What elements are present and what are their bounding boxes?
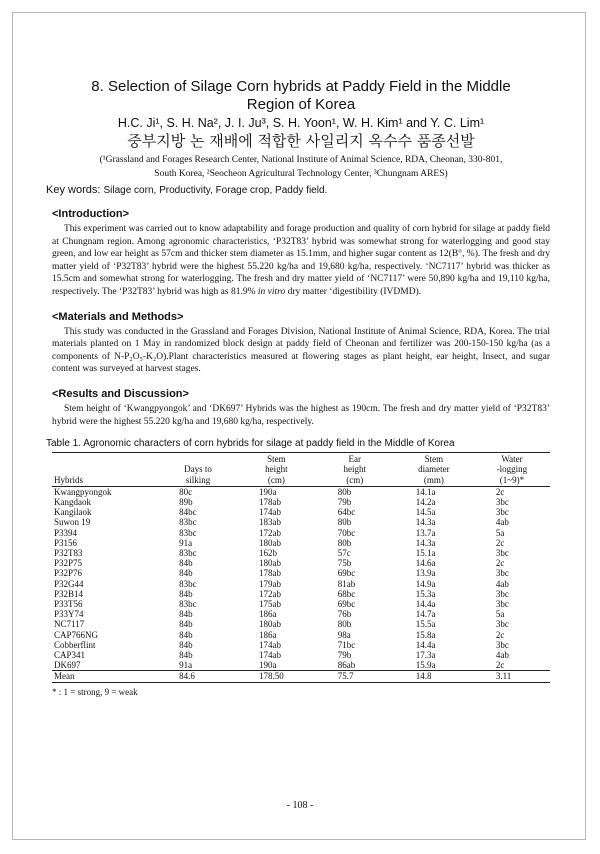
keywords	[46, 184, 550, 196]
table-row	[52, 660, 550, 671]
ear-height-cell: 76b	[337, 609, 352, 620]
days-to-silking-cell: 84b	[179, 609, 193, 620]
ear-height-cell: 86ab	[337, 660, 356, 671]
table-row	[52, 640, 550, 650]
table-row	[52, 538, 550, 548]
water-logging-cell: 3bc	[495, 547, 509, 558]
hybrid-cell: Cobberflint	[54, 639, 96, 650]
ear-height-cell: 75b	[337, 558, 352, 569]
ear-height-cell: 79b	[337, 649, 352, 660]
days-to-silking-cell: 84b	[179, 629, 193, 640]
water-logging-cell: 3bc	[495, 598, 509, 609]
stem-height-cell: 186a	[258, 629, 277, 640]
header-stem-diameter	[394, 453, 474, 487]
water-logging-cell: 3bc	[495, 568, 509, 579]
ear-height-cell: 69bc	[337, 568, 356, 579]
header-water-logging	[474, 453, 550, 487]
hybrid-cell: P32T83	[54, 547, 83, 558]
stem-height-cell: 174ab	[258, 507, 281, 518]
table-row	[52, 619, 550, 629]
table-row	[52, 599, 550, 609]
stem-height-mean-cell: 178.50	[237, 671, 316, 682]
stem-height-cell: 180ab	[258, 619, 281, 630]
stem-diameter-cell: 14.4a	[415, 639, 436, 650]
water-logging-cell: 4ab	[495, 517, 509, 528]
affiliation-line-1: (¹Grassland and Forages Research Center, National Institute of Animal Science, RDA, Cheonan, 330-801,	[99, 155, 503, 165]
days-to-silking-cell: 80c	[179, 486, 193, 497]
water-logging-cell: 5a	[495, 527, 505, 538]
ear-height-cell: 71bc	[337, 639, 356, 650]
table-row	[52, 517, 550, 527]
water-logging-cell: 2c	[495, 537, 505, 548]
stem-height-cell: 174ab	[258, 639, 281, 650]
table-row	[52, 548, 550, 558]
page-number: - 108 -	[286, 800, 314, 811]
agronomic-table	[52, 452, 550, 682]
days-to-silking-cell: 84bc	[179, 507, 197, 518]
water-logging-cell: 2c	[495, 660, 505, 671]
title-line-2: Region of Korea	[246, 96, 356, 113]
ear-height-mean-cell: 75.7	[316, 671, 394, 682]
days-to-silking-cell: 84b	[179, 639, 193, 650]
stem-diameter-cell: 15.5a	[415, 619, 436, 630]
header-ear-height	[316, 453, 394, 487]
ear-height-cell: 70bc	[337, 527, 356, 538]
table-row	[52, 486, 550, 497]
authors: H.C. Ji¹, S. H. Na², J. I. Ju³, S. H. Yoon¹, W. H. Kim¹ and Y. C. Lim¹	[117, 116, 485, 130]
stem-height-cell: 179ab	[258, 578, 281, 589]
table-row	[52, 609, 550, 619]
water-logging-cell: 3bc	[495, 619, 509, 630]
methods-text: This study was conducted in the Grassland and Forages Division, National Institute of Animal Science, RDA, Korea. The trial materials planted on 1 May in randomized block design at paddy field of Cheonan and fertilizer was 200-150-150 kg/ha (as a components of N-P₂O₅-K₂O).Plant characteristics measured at flowering stages as plant height, ear height, Insect, and sugar content was surveyed at harvest stages.	[52, 326, 550, 375]
ear-height-cell: 80b	[337, 486, 352, 497]
stem-diameter-cell: 17.3a	[415, 649, 436, 660]
stem-height-cell: 162b	[258, 547, 277, 558]
hybrid-cell: DK697	[54, 660, 81, 671]
ear-height-cell: 79b	[337, 496, 352, 507]
ear-height-cell: 81ab	[337, 578, 356, 589]
stem-height-cell: 180ab	[258, 558, 281, 569]
table-row	[52, 528, 550, 538]
hybrid-cell: P32P75	[54, 558, 83, 569]
stem-height-cell: 186a	[258, 609, 277, 620]
days-to-silking-cell: 84b	[179, 568, 193, 579]
hybrid-mean-cell: Mean	[52, 671, 159, 682]
table-row	[52, 507, 550, 517]
water-logging-cell: 3bc	[495, 588, 509, 599]
stem-diameter-cell: 13.7a	[415, 527, 436, 538]
keywords-value: Silage corn, Productivity, Forage crop, Paddy field.	[103, 185, 328, 196]
header-text: Water -logging (1~9)*	[496, 454, 528, 485]
introduction-text: This experiment was carried out to know adaptability and forage production and quality of corn hybrid for silage at paddy field at Chungnam region. Among agronomic characteristics, ‘P32T83’ hybrid was somewhat strong for waterlogging and good stay green, and low ear height as 57cm and thicker stem diameter as 15.1mm, and higher sugar content as 12(B°, %). The fresh and dry matter yield of ‘P32T83’ hybrid were the highest 55.220 kg/ha and 19,680 kg/ha, respectively. ‘NC7117’ hybrid was thicker as 15.5cm and somewhat strong for waterlogging. The fresh and dry matter yield of ‘NC7117’ were 50,890 kg/ha and 19,110 kg/ha, respectively. The ‘P32T83’ hybrid was high as 81.9% in vitro dry matter ‘digestibility (IVDMD).	[52, 224, 550, 297]
hybrid-cell: P33Y74	[54, 609, 84, 620]
stem-height-cell: 172ab	[258, 588, 281, 599]
days-to-silking-cell: 83bc	[179, 517, 197, 528]
stem-diameter-cell: 15.1a	[415, 547, 436, 558]
hybrid-cell: P33T56	[54, 598, 83, 609]
ear-height-cell: 68bc	[337, 588, 356, 599]
stem-diameter-cell: 15.9a	[415, 660, 436, 671]
stem-diameter-cell: 15.3a	[415, 588, 436, 599]
hybrid-cell: P3394	[54, 527, 78, 538]
days-to-silking-cell: 84b	[179, 558, 193, 569]
korean-title: 중부지방 논 재배에 적합한 사일리지 옥수수 품종선발	[127, 132, 475, 150]
hybrid-cell: Kwangpyongok	[54, 486, 112, 497]
header-days-to-silking	[159, 453, 237, 487]
stem-diameter-cell: 14.3a	[415, 537, 436, 548]
italic-term: in vitro	[257, 286, 286, 297]
stem-height-cell: 190a	[258, 660, 277, 671]
ear-height-cell: 64bc	[337, 507, 356, 518]
days-to-silking-cell: 83bc	[179, 527, 197, 538]
stem-diameter-cell: 14.9a	[415, 578, 436, 589]
header-hybrids	[52, 453, 159, 487]
stem-diameter-cell: 15.8a	[415, 629, 436, 640]
affiliation-line-2: South Korea, ²Seocheon Agricultural Technology Center, ³Chungnam ARES)	[154, 169, 448, 179]
methods-heading: <Materials and Methods>	[52, 310, 184, 323]
header-text: Ear height (cm)	[343, 454, 367, 485]
stem-diameter-cell: 14.7a	[415, 609, 436, 620]
days-to-silking-mean-cell: 84.6	[159, 671, 237, 682]
paper-page	[46, 78, 550, 697]
days-to-silking-cell: 83bc	[179, 547, 197, 558]
header-text: Hybrids	[54, 474, 83, 485]
days-to-silking-cell: 84b	[179, 588, 193, 599]
table-note: * : 1 = strong, 9 = weak	[52, 686, 138, 697]
stem-diameter-cell: 14.2a	[415, 496, 436, 507]
water-logging-cell: 3bc	[495, 507, 509, 518]
stem-diameter-cell: 14.6a	[415, 558, 436, 569]
stem-height-cell: 175ab	[258, 598, 281, 609]
hybrid-cell: P3156	[54, 537, 78, 548]
table-row	[52, 568, 550, 578]
stem-height-cell: 178ab	[258, 568, 281, 579]
water-logging-cell: 2c	[495, 558, 505, 569]
hybrid-cell: NC7117	[54, 619, 85, 630]
keywords-label: Key words:	[46, 184, 101, 196]
ear-height-cell: 80b	[337, 619, 352, 630]
stem-height-cell: 178ab	[258, 496, 281, 507]
stem-height-cell: 183ab	[258, 517, 281, 528]
water-logging-cell: 4ab	[495, 649, 509, 660]
header-text: Days to silking	[184, 464, 212, 485]
ear-height-cell: 57c	[337, 547, 351, 558]
table-mean-row	[52, 671, 550, 682]
stem-diameter-cell: 14.3a	[415, 517, 436, 528]
introduction-heading: <Introduction>	[52, 208, 129, 220]
ear-height-cell: 69bc	[337, 598, 356, 609]
hybrid-cell: P32B14	[54, 588, 84, 599]
water-logging-cell: 2c	[495, 629, 505, 640]
stem-diameter-cell: 14.1a	[415, 486, 436, 497]
header-stem-height	[237, 453, 316, 487]
ear-height-cell: 80b	[337, 517, 352, 528]
stem-height-cell: 172ab	[258, 527, 281, 538]
table-header-row	[52, 453, 550, 487]
days-to-silking-cell: 89b	[179, 496, 193, 507]
stem-height-cell: 180ab	[258, 537, 281, 548]
title-line-1: 8. Selection of Silage Corn hybrids at Paddy Field in the Middle	[91, 78, 511, 95]
table-row	[52, 589, 550, 599]
hybrid-cell: Kangdaok	[54, 496, 91, 507]
stem-height-cell: 190a	[258, 486, 277, 497]
hybrid-cell: CAP341	[54, 649, 86, 660]
ear-height-cell: 98a	[337, 629, 351, 640]
water-logging-mean-cell: 3.11	[474, 671, 550, 682]
hybrid-cell: CAP766NG	[54, 629, 99, 640]
ear-height-cell: 80b	[337, 537, 352, 548]
hybrid-cell: Kangilaok	[54, 507, 92, 518]
stem-diameter-cell: 14.5a	[415, 507, 436, 518]
results-heading: <Results and Discussion>	[52, 387, 189, 400]
table-row	[52, 558, 550, 568]
hybrid-cell: Suwon 19	[54, 517, 91, 528]
affiliation	[52, 153, 550, 181]
header-text: Stem height (cm)	[265, 454, 288, 485]
paper-title	[52, 78, 550, 114]
days-to-silking-cell: 83bc	[179, 598, 197, 609]
table-row	[52, 650, 550, 660]
table-row	[52, 630, 550, 640]
stem-height-cell: 174ab	[258, 649, 281, 660]
hybrid-cell: P32G44	[54, 578, 84, 589]
days-to-silking-cell: 91a	[179, 660, 193, 671]
stem-diameter-mean-cell: 14.8	[394, 671, 474, 682]
water-logging-cell: 3bc	[495, 639, 509, 650]
hybrid-cell: P32P76	[54, 568, 83, 579]
table-caption: Table 1. Agronomic characters of corn hybrids for silage at paddy field in the Middle of Korea	[46, 438, 455, 450]
days-to-silking-cell: 84b	[179, 619, 193, 630]
water-logging-cell: 2c	[495, 486, 505, 497]
stem-diameter-cell: 13.9a	[415, 568, 436, 579]
days-to-silking-cell: 83bc	[179, 578, 197, 589]
water-logging-cell: 5a	[495, 609, 505, 620]
days-to-silking-cell: 84b	[179, 649, 193, 660]
header-text: Stem diameter (mm)	[418, 454, 450, 485]
results-text: Stem height of ‘Kwangpyongok’ and ‘DK697’ Hybrids was the highest as 190cm. The fresh and dry matter yield of ‘P32T83’ hybrid were the highest 55.220 kg/ha and 19,680 kg/ha, respectively.	[52, 403, 550, 427]
water-logging-cell: 3bc	[495, 496, 509, 507]
table-row	[52, 579, 550, 589]
table-row	[52, 497, 550, 507]
table-body	[52, 486, 550, 682]
water-logging-cell: 4ab	[495, 578, 509, 589]
days-to-silking-cell: 91a	[179, 537, 193, 548]
stem-diameter-cell: 14.4a	[415, 598, 436, 609]
